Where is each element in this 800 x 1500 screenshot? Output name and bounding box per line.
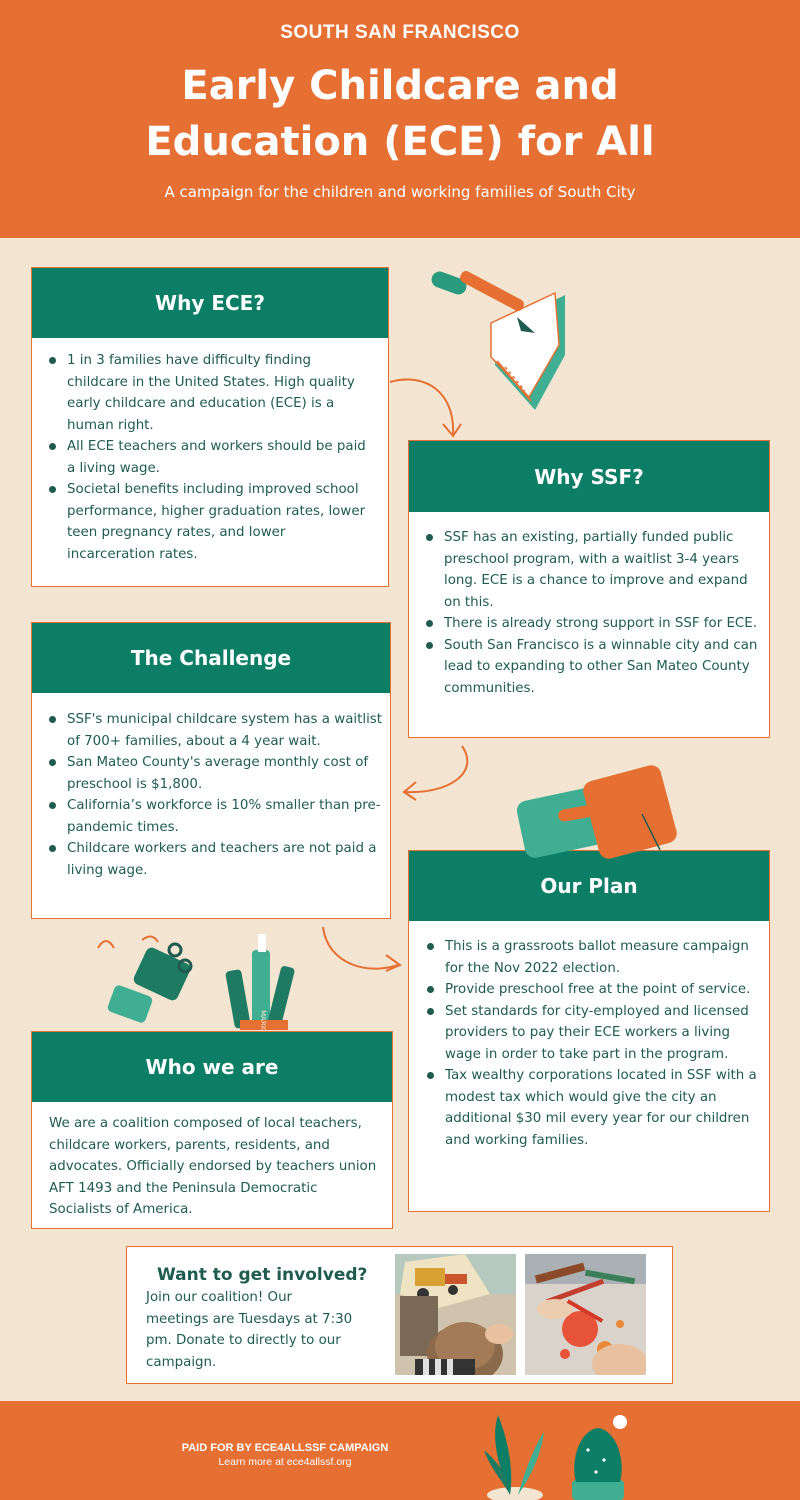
list-item: Childcare workers and teachers are not paid a living wage. [47, 838, 387, 881]
list-item: This is a grassroots ballot measure campaign for the Nov 2022 election. [425, 936, 765, 979]
plants-icon [480, 1410, 640, 1500]
why-ssf-list [424, 527, 764, 699]
list-item: There is already strong support in SSF for ECE. [424, 613, 764, 635]
plan-list [425, 936, 765, 1151]
children-reading-image [395, 1254, 516, 1375]
who-card [31, 1031, 393, 1229]
challenge-list [47, 709, 387, 881]
header-subtitle: A campaign for the children and working families of South City [164, 183, 636, 201]
challenge-card [31, 622, 391, 919]
list-item: 1 in 3 families have difficulty finding childcare in the United States. High quality early childcare and education (ECE) is a human right. [47, 350, 367, 436]
get-involved-text: Join our coalition! Our meetings are Tuesdays at 7:30 pm. Donate to directly to our campaign. [146, 1290, 353, 1370]
children-drawing-image [525, 1254, 646, 1375]
list-item: Societal benefits including improved school performance, higher graduation rates, lower teen pregnancy rates, and lower incarceration rates. [47, 479, 367, 565]
list-item: Tax wealthy corporations located in SSF with a modest tax which would give the city an additional $30 mil every year for our children and working families. [425, 1065, 765, 1151]
children-drawing-photo [525, 1254, 646, 1375]
challenge-title: The Challenge [32, 623, 390, 693]
learn-more-link[interactable]: Learn more at ece4allssf.org [218, 1456, 352, 1468]
plan-card [408, 850, 770, 1212]
curved-arrow-icon [318, 925, 408, 975]
why-ssf-title: Why SSF? [409, 441, 769, 512]
why-ece-card [31, 267, 389, 587]
list-item: All ECE teachers and workers should be paid a living wage. [47, 436, 367, 479]
page-title-line-2: Education (ECE) for All [145, 119, 655, 165]
list-item: SSF's municipal childcare system has a waitlist of 700+ families, about a 4 year wait. [47, 709, 387, 752]
who-text: We are a coalition composed of local teachers, childcare workers, parents, residents, and advocates. Officially endorsed by teachers union AFT 1493 and the Peninsula Democratic Socialists of America. [49, 1116, 377, 1217]
list-item: Set standards for city-employed and licensed providers to pay their ECE workers a living wage in order to take part in the program. [425, 1001, 765, 1066]
list-item: South San Francisco is a winnable city and can lead to expanding to other San Mateo County communities. [424, 635, 764, 700]
curved-arrow-icon [385, 372, 465, 442]
why-ece-title: Why ECE? [32, 268, 388, 338]
who-title: Who we are [32, 1032, 392, 1102]
paid-for-notice: PAID FOR BY ECE4ALLSSF CAMPAIGN [181, 1442, 389, 1454]
list-item: Provide preschool free at the point of service. [425, 979, 765, 1001]
list-item: California’s workforce is 10% smaller than pre-pandemic times. [47, 795, 387, 838]
page-title-line-1: Early Childcare and [181, 63, 619, 109]
school-supplies-icon [90, 930, 310, 1030]
list-item: San Mateo County's average monthly cost of preschool is $1,800. [47, 752, 387, 795]
header-banner [0, 0, 800, 238]
marker-label: MARK [259, 1010, 267, 1031]
list-item: SSF has an existing, partially funded public preschool program, with a waitlist 3-4 years long. ECE is a chance to improve and expand on this. [424, 527, 764, 613]
footer-banner [0, 1401, 800, 1500]
why-ece-list [47, 350, 367, 565]
get-involved-card [126, 1246, 673, 1384]
plan-title: Our Plan [409, 851, 769, 921]
page-title [0, 58, 800, 170]
curved-arrow-icon [400, 742, 490, 802]
books-icon [510, 762, 680, 852]
why-ssf-card [408, 440, 770, 738]
get-involved-title: Want to get involved? [157, 1265, 368, 1285]
header-kicker: SOUTH SAN FRANCISCO [280, 22, 520, 43]
children-reading-photo [395, 1254, 516, 1375]
